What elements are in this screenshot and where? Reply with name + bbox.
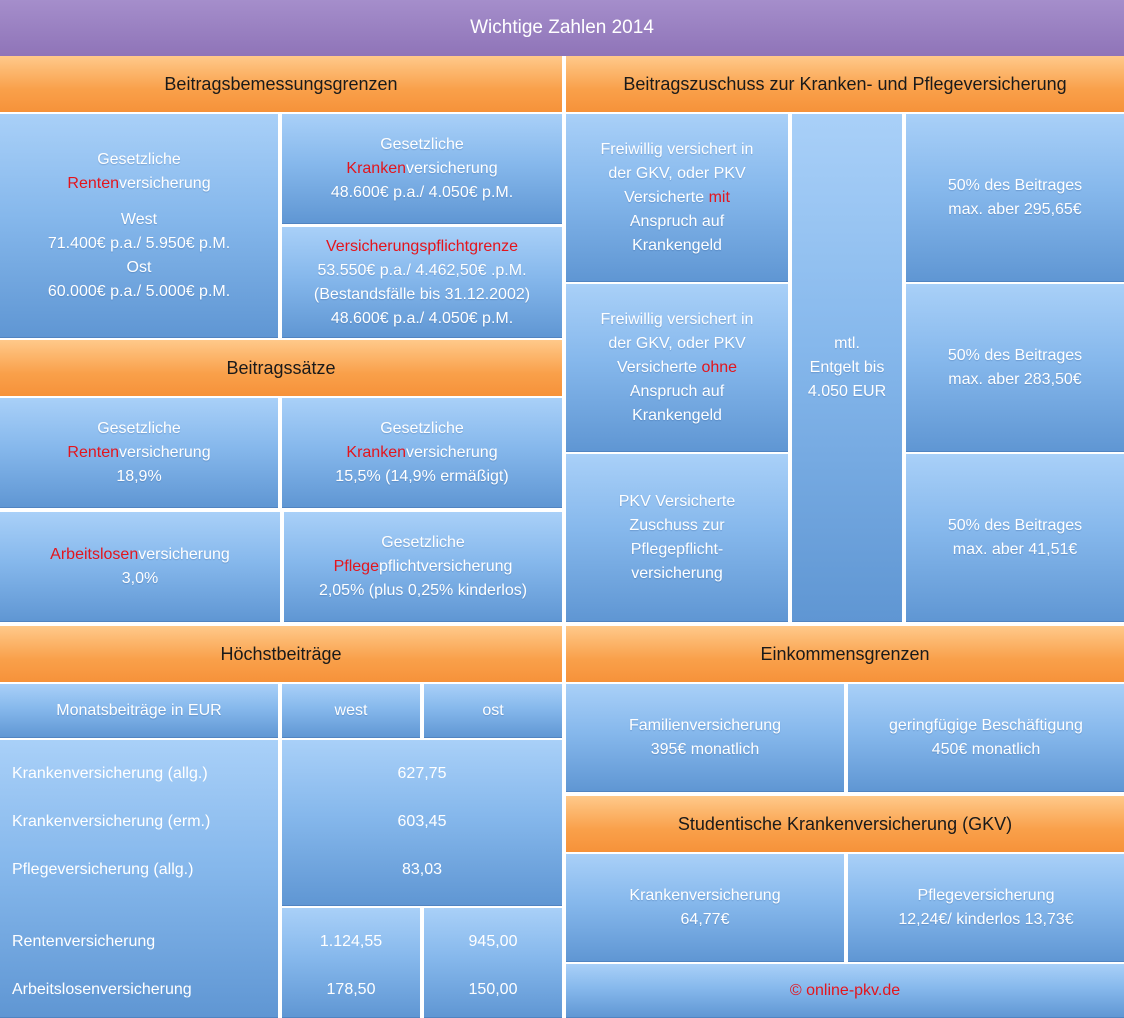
bbg-versicherungspflichtgrenze-cell	[282, 227, 562, 338]
saetze-pv-suffix: pflichtversicherung	[378, 558, 513, 575]
zuschuss-row3-l2: Zuschuss zur	[629, 517, 725, 534]
zuschuss-val1-l2: max. aber 295,65€	[948, 201, 1082, 218]
zuschuss-row1-l3	[624, 186, 730, 210]
zuschuss-row2-l4: Anspruch auf	[629, 383, 725, 400]
saetze-alv-suffix: versicherung	[138, 546, 230, 563]
zuschuss-row1-l3-red: mit	[708, 189, 730, 206]
zuschuss-val3-l1: 50% des Beitrages	[947, 517, 1083, 534]
hoechst-col-ost-text: ost	[482, 702, 504, 719]
vpg-note: (Bestandsfälle bis 31.12.2002)	[313, 285, 531, 303]
hoechst-row4-west-text: 178,50	[326, 981, 376, 998]
saetze-pv-value: 2,05% (plus 0,25% kinderlos)	[318, 582, 528, 599]
saetze-rv-red: Renten	[67, 444, 119, 461]
copyright-cell	[566, 964, 1124, 1018]
bbg-ost-value: 60.000€ p.a./ 5.000€ p.M.	[47, 283, 231, 300]
zuschuss-mid-l2: Entgelt bis	[809, 359, 885, 376]
hoechst-col-ost	[424, 684, 562, 738]
hoechst-row2-value	[282, 856, 562, 884]
studentisch-kv-cell	[566, 854, 844, 962]
hoechst-row2-value-text: 83,03	[401, 861, 443, 878]
header-einkommensgrenzen	[566, 626, 1124, 682]
einkommen-geringfuegig-cell	[848, 684, 1124, 792]
hoechst-row4-west	[282, 976, 420, 1004]
zuschuss-row2-l2: der GKV, oder PKV	[608, 335, 746, 352]
bbg-krankenversicherung-cell	[282, 114, 562, 224]
hoechst-row1-value-text: 603,45	[397, 813, 447, 830]
bbg-west-label: West	[120, 211, 158, 228]
saetze-alv-value: 3,0%	[121, 570, 159, 587]
header-beitragssaetze	[0, 340, 562, 396]
zuschuss-mit-krankengeld-cell	[566, 114, 788, 282]
bbg-rv-title-line2	[67, 172, 210, 196]
header-beitragsbemessungsgrenzen-text: Beitragsbemessungsgrenzen	[164, 74, 398, 94]
bbg-kv-title	[346, 157, 497, 181]
hoechst-row3-ost-text: 945,00	[468, 933, 518, 950]
saetze-pv-pre: Gesetzliche	[381, 534, 465, 551]
zuschuss-row3-l1: PKV Versicherte	[618, 493, 736, 510]
hoechst-row3-label: Rentenversicherung	[12, 933, 156, 950]
studentisch-pv-cell	[848, 854, 1124, 962]
saetze-kv-suffix: versicherung	[405, 444, 498, 461]
bbg-kv-pre: Gesetzliche	[380, 136, 464, 153]
bbg-ost-label: Ost	[126, 259, 152, 276]
einkommen-fam-l1: Familienversicherung	[628, 717, 782, 734]
header-hoechstbeitraege-text: Höchstbeiträge	[220, 644, 342, 664]
hoechst-row0-value-text: 627,75	[397, 765, 447, 782]
hoechst-row-label	[0, 928, 278, 956]
hoechst-col-west	[282, 684, 420, 738]
bbg-rv-red: Renten	[67, 175, 119, 192]
header-einkommensgrenzen-text: Einkommensgrenzen	[760, 644, 930, 664]
header-beitragszuschuss	[566, 56, 1124, 112]
bbg-kv-suffix: versicherung	[405, 160, 498, 177]
saetze-alv-cell	[0, 512, 280, 622]
hoechst-row-label	[0, 976, 278, 1004]
saetze-rv-cell	[0, 398, 278, 508]
zuschuss-row3-l3: Pflegepflicht-	[630, 541, 724, 558]
zuschuss-row1-l1: Freiwillig versichert in	[600, 141, 754, 158]
zuschuss-mid-l1: mtl.	[834, 335, 860, 352]
zuschuss-val3-l2: max. aber 41,51€	[952, 541, 1078, 558]
bbg-rv-pre: Gesetzliche	[97, 151, 181, 168]
zuschuss-row2-l3-red: ohne	[701, 359, 738, 376]
hoechst-row4-ost-text: 150,00	[468, 981, 518, 998]
zuschuss-row1-l2: der GKV, oder PKV	[608, 165, 746, 182]
studentisch-kv-l1: Krankenversicherung	[629, 887, 781, 904]
zuschuss-row2-l5: Krankengeld	[632, 407, 722, 424]
hoechst-row1-value	[282, 808, 562, 836]
hoechst-row-label	[0, 760, 278, 788]
header-studentische	[566, 796, 1124, 852]
saetze-kv-pre: Gesetzliche	[380, 420, 464, 437]
saetze-rv-suffix: versicherung	[118, 444, 211, 461]
hoechst-row4-ost	[424, 976, 562, 1004]
page-title-text: Wichtige Zahlen 2014	[470, 17, 654, 38]
header-beitragszuschuss-text: Beitragszuschuss zur Kranken- und Pflegeversicherung	[623, 74, 1067, 94]
zuschuss-row2-l3-pre: Versicherte	[616, 359, 702, 376]
studentisch-pv-l2: 12,24€/ kinderlos 13,73€	[898, 911, 1074, 928]
copyright-text: © online-pkv.de	[789, 982, 901, 999]
einkommen-gering-l1: geringfügige Beschäftigung	[889, 717, 1083, 734]
hoechst-row-label	[0, 808, 278, 836]
vpg-value: 53.550€ p.a./ 4.462,50€ .p.M.	[317, 261, 527, 279]
saetze-rv-pre: Gesetzliche	[97, 420, 181, 437]
hoechst-col-label	[0, 684, 278, 738]
zuschuss-value3-cell	[906, 454, 1124, 622]
saetze-pv-red: Pflege	[333, 558, 379, 575]
zuschuss-row2-l1: Freiwillig versichert in	[600, 311, 754, 328]
hoechst-row3-west-text: 1.124,55	[319, 933, 383, 950]
hoechst-col-west-text: west	[334, 702, 368, 719]
header-beitragssaetze-text: Beitragssätze	[226, 358, 336, 378]
header-beitragsbemessungsgrenzen	[0, 56, 562, 112]
saetze-alv-red: Arbeitslosen	[50, 546, 139, 563]
header-hoechstbeitraege	[0, 626, 562, 682]
zuschuss-row2-l3	[617, 356, 737, 380]
zuschuss-entgelt-cell	[792, 114, 902, 622]
saetze-pv-cell	[284, 512, 562, 622]
bbg-kv-red: Kranken	[346, 160, 406, 177]
zuschuss-value1-cell	[906, 114, 1124, 282]
saetze-rv-title	[67, 441, 210, 465]
studentisch-pv-l1: Pflegeversicherung	[917, 887, 1055, 904]
saetze-rv-value: 18,9%	[116, 468, 162, 485]
saetze-kv-red: Kranken	[346, 444, 406, 461]
bbg-rv-suffix: versicherung	[118, 175, 211, 192]
hoechst-col-label-text: Monatsbeiträge in EUR	[56, 702, 222, 719]
page-title	[0, 0, 1124, 56]
zuschuss-mid-l3: 4.050 EUR	[807, 383, 887, 400]
hoechst-row4-label: Arbeitslosenversicherung	[12, 981, 192, 998]
zuschuss-row3-l4: versicherung	[631, 565, 723, 582]
hoechst-row1-label: Krankenversicherung (erm.)	[12, 813, 211, 830]
vpg-title: Versicherungspflichtgrenze	[325, 237, 519, 255]
bbg-kv-value: 48.600€ p.a./ 4.050€ p.M.	[330, 184, 514, 201]
saetze-pv-title	[334, 555, 513, 579]
vpg-value2: 48.600€ p.a./ 4.050€ p.M.	[330, 309, 514, 327]
bbg-west-value: 71.400€ p.a./ 5.950€ p.M.	[47, 235, 231, 252]
einkommen-familien-cell	[566, 684, 844, 792]
zuschuss-val2-l1: 50% des Beitrages	[947, 347, 1083, 364]
bbg-rentenversicherung-cell	[0, 114, 278, 338]
zuschuss-pkv-pflege-cell	[566, 454, 788, 622]
header-studentische-text: Studentische Krankenversicherung (GKV)	[677, 814, 1013, 834]
zuschuss-val1-l1: 50% des Beitrages	[947, 177, 1083, 194]
hoechst-row2-label: Pflegeversicherung (allg.)	[12, 861, 194, 878]
saetze-alv-title	[50, 543, 230, 567]
zuschuss-value2-cell	[906, 284, 1124, 452]
bbg-rv-title	[97, 148, 181, 172]
hoechst-row3-ost	[424, 928, 562, 956]
hoechst-row-label	[0, 856, 278, 884]
zuschuss-val2-l2: max. aber 283,50€	[948, 371, 1082, 388]
einkommen-gering-l2: 450€ monatlich	[931, 741, 1041, 758]
zuschuss-row1-l3-pre: Versicherte	[624, 189, 709, 206]
saetze-kv-cell	[282, 398, 562, 508]
studentisch-kv-l2: 64,77€	[680, 911, 730, 928]
zuschuss-row1-l4: Anspruch auf	[629, 213, 725, 230]
zuschuss-ohne-krankengeld-cell	[566, 284, 788, 452]
zuschuss-row1-l5: Krankengeld	[632, 237, 722, 254]
hoechst-row3-west	[282, 928, 420, 956]
saetze-kv-value: 15,5% (14,9% ermäßigt)	[335, 468, 509, 485]
saetze-kv-title	[346, 441, 497, 465]
einkommen-fam-l2: 395€ monatlich	[650, 741, 760, 758]
hoechst-row0-label: Krankenversicherung (allg.)	[12, 765, 208, 782]
hoechst-row0-value	[282, 760, 562, 788]
